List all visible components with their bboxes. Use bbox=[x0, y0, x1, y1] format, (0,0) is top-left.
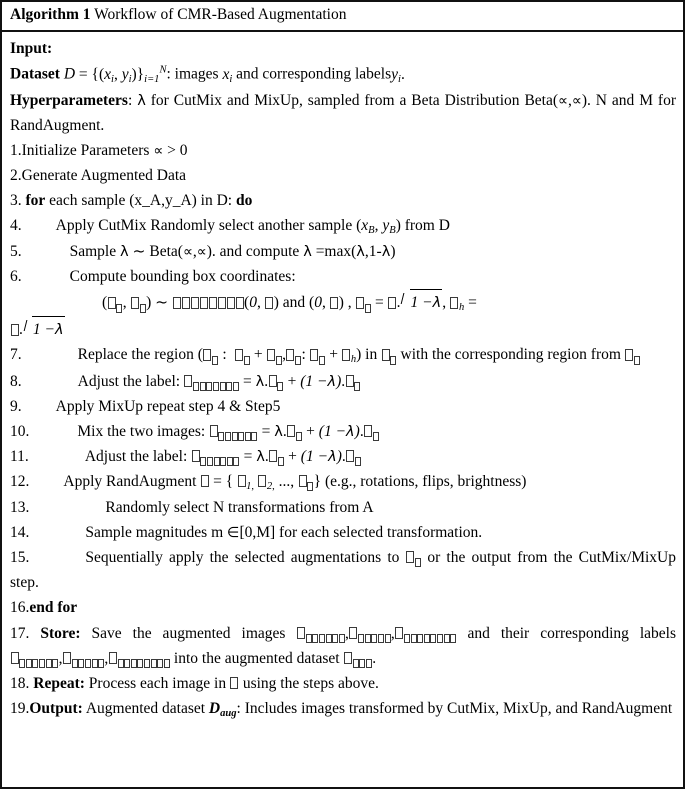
algorithm-title: Workflow of CMR-Based Augmentation bbox=[94, 6, 347, 23]
keyword-end-for: end for bbox=[29, 599, 78, 617]
step7-text: Replace the region ( bbox=[77, 346, 203, 364]
line-step-15 bbox=[10, 545, 676, 595]
lambda-symbol: λ bbox=[137, 91, 146, 109]
step5-text: Sample bbox=[69, 243, 117, 261]
line-step-7 bbox=[10, 342, 676, 368]
step8-number: 8. bbox=[10, 372, 22, 390]
step17-number: 17. bbox=[10, 624, 30, 642]
dataset-equation: = {($x_i$, $y_i)\}_{i=1}^N$ bbox=[78, 64, 167, 85]
line-hyperparameters: Hyperparameters: λ for CutMix and MixUp, sampled from a Beta Distribution Beta(∝,∝). N and M for RandAugment. bbox=[10, 91, 677, 134]
step18-text: Process each image in bbox=[88, 674, 227, 692]
output-label: Output: bbox=[29, 699, 83, 717]
dataset-label: Dataset bbox=[10, 65, 60, 83]
step7-number: 7. bbox=[10, 346, 22, 364]
step12-number: 12. bbox=[10, 472, 30, 490]
step18-text-tail: using the steps above. bbox=[242, 674, 379, 692]
line-input bbox=[10, 36, 676, 61]
line-step-11 bbox=[10, 444, 676, 469]
step6-number: 6. bbox=[10, 268, 22, 286]
step1-tail: > 0 bbox=[167, 141, 188, 159]
step3-text: each sample (x_A,y_A) in D: bbox=[49, 192, 233, 210]
dataset-text-a: : images bbox=[166, 65, 219, 83]
step4-number: 4. bbox=[10, 217, 22, 235]
step7-text-c: with the corresponding region from bbox=[400, 346, 621, 364]
line-step-13 bbox=[10, 495, 676, 520]
step13-text: Randomly select N transformations from A bbox=[105, 498, 374, 516]
line-step-17 bbox=[10, 621, 676, 671]
step4-sample-pair: ($x_B$, $y_B$) bbox=[356, 217, 401, 237]
dataset-text-b: and corresponding labels bbox=[236, 65, 392, 83]
step16-number: 16. bbox=[10, 599, 30, 617]
line-step-6-equation: ( , ) ~ (0, ) and (0, ) , = . 1 −λ, $_h$ = bbox=[10, 289, 676, 316]
step19-text-tail: : Includes images transformed by CutMix, MixUp, and RandAugment bbox=[236, 699, 673, 717]
step7-in: in bbox=[365, 346, 378, 364]
line-step-12 bbox=[10, 469, 676, 495]
element-of-icon: ∈ bbox=[227, 525, 240, 542]
region-target-image bbox=[381, 346, 397, 363]
step12-text-tail: (e.g., rotations, flips, brightness) bbox=[324, 472, 527, 490]
store-label: Store: bbox=[40, 624, 81, 642]
step14-text: Sample magnitudes m bbox=[85, 524, 224, 542]
input-label: Input: bbox=[10, 39, 53, 57]
line-step-3 bbox=[10, 188, 676, 213]
algorithm-number: Algorithm 1 bbox=[10, 6, 91, 23]
step5-compute: ). and compute bbox=[206, 243, 300, 261]
step10-number: 10. bbox=[10, 422, 30, 440]
step19-number: 19. bbox=[10, 699, 30, 717]
algorithm-header bbox=[2, 2, 683, 32]
line-step-6 bbox=[10, 264, 676, 289]
step5-beta: Beta( bbox=[149, 243, 183, 261]
region-x-range: : + , bbox=[203, 346, 286, 363]
bbox-height-value: . 1 −λ bbox=[10, 321, 65, 338]
uniform-range-second: (0, ) bbox=[309, 294, 344, 312]
step10-text: Mix the two images: bbox=[77, 422, 206, 440]
line-step-9 bbox=[10, 394, 676, 419]
randaugment-set: = { $_1$, $_2$, ..., } bbox=[200, 473, 321, 490]
line-step-4 bbox=[10, 213, 676, 239]
region-source-image bbox=[625, 346, 641, 363]
dataset-symbol-glyph bbox=[230, 677, 238, 689]
step11-number: 11. bbox=[10, 447, 29, 465]
bbox-center-pair: ( , ) bbox=[102, 294, 152, 312]
step4-text: Apply CutMix Randomly select another sample bbox=[55, 217, 353, 235]
step4-text-tail: from D bbox=[404, 217, 450, 235]
tilde-symbol: ~ bbox=[155, 293, 169, 312]
line-step-6-equation-cont bbox=[10, 316, 676, 342]
step13-number: 13. bbox=[10, 498, 30, 516]
line-step-5: 5. Sample λ ~ Beta(∝,∝). and compute λ =max(λ,1-λ) bbox=[10, 242, 396, 261]
step15-text-tail: or the output from the CutMix/MixUp step. bbox=[10, 549, 676, 592]
step2-text: 2.Generate Augmented Data bbox=[10, 166, 187, 184]
line-step-16 bbox=[10, 595, 676, 620]
step15-image-symbol bbox=[406, 549, 422, 566]
line-step-1 bbox=[10, 138, 676, 163]
step9-number: 9. bbox=[10, 397, 22, 415]
propto-symbol: ∝ bbox=[153, 142, 164, 159]
step17-text: Save the augmented images bbox=[91, 624, 286, 642]
keyword-for: for bbox=[25, 192, 46, 210]
step9-text: Apply MixUp repeat step 4 & Step5 bbox=[55, 397, 281, 415]
line-step-10 bbox=[10, 419, 676, 444]
step18-number: 18. bbox=[10, 674, 30, 692]
hyper-colon: : bbox=[127, 91, 133, 109]
hyper-text-tail: ). N and M for RandAugment. bbox=[10, 91, 677, 134]
uniform-distribution-glyphs: (0, ) bbox=[172, 294, 279, 311]
keyword-do: do bbox=[235, 192, 253, 210]
step17-text-c: into the augmented dataset bbox=[173, 649, 340, 667]
step15-number: 15. bbox=[10, 549, 30, 567]
line-step-19 bbox=[10, 696, 676, 722]
step5-number: 5. bbox=[10, 243, 22, 261]
propto-symbol: ∝ bbox=[558, 92, 568, 109]
step3-number: 3. bbox=[10, 192, 22, 210]
lambda-symbol: λ bbox=[120, 243, 129, 261]
bbox-width-equation: = . 1 −λ, bbox=[355, 294, 446, 311]
step12-text: Apply RandAugment bbox=[63, 472, 197, 490]
line-step-2 bbox=[10, 163, 676, 188]
d-aug-symbol: $D_{aug}$ bbox=[208, 699, 237, 719]
step6-and: and bbox=[282, 294, 306, 312]
step5-max: =max( bbox=[315, 243, 357, 261]
step19-text: Augmented dataset bbox=[85, 699, 206, 717]
mixup-label-equation: = λ. + (1 −λ). bbox=[191, 448, 361, 465]
line-dataset: Dataset $D = \{(x_i$, $y_i)\}_{i=1}^N$: images $x_i$ and corresponding labelsy$_i$. bbox=[10, 64, 405, 85]
stored-images-symbols: , , bbox=[296, 625, 456, 642]
line-step-18 bbox=[10, 671, 676, 696]
step1-text: 1.Initialize Parameters bbox=[10, 141, 150, 159]
step14-text-tail: [0,M] for each selected transformation. bbox=[239, 524, 483, 542]
hyperparameters-label: Hyperparameters bbox=[10, 91, 128, 109]
line-step-8 bbox=[10, 369, 676, 394]
algorithm-body bbox=[2, 32, 683, 787]
dataset-symbol-D: D bbox=[63, 65, 76, 83]
step14-number: 14. bbox=[10, 524, 30, 542]
mixup-image-equation: = λ. + (1 −λ). bbox=[209, 423, 379, 440]
augmented-dataset-symbol: . bbox=[344, 650, 377, 667]
repeat-label: Repeat: bbox=[33, 674, 85, 692]
step11-text: Adjust the label: bbox=[84, 447, 188, 465]
stored-labels-symbols: , , bbox=[10, 650, 170, 667]
tilde-symbol: ~ bbox=[132, 242, 146, 261]
bbox-height-equation: $_h$ = bbox=[450, 294, 477, 311]
hyper-text: for CutMix and MixUp, sampled from a Beta Distribution Beta( bbox=[150, 91, 559, 109]
line-step-14 bbox=[10, 520, 676, 545]
step6-text: Compute bounding box coordinates: bbox=[69, 268, 296, 286]
label-cutmix-equation: = λ. + (1 −λ). bbox=[184, 373, 361, 390]
step8-text: Adjust the label: bbox=[77, 372, 181, 390]
step17-text-b: and their corresponding labels bbox=[467, 624, 677, 642]
region-y-range: : + $_h$) bbox=[286, 346, 361, 363]
step15-text: Sequentially apply the selected augmentations to bbox=[85, 549, 400, 567]
